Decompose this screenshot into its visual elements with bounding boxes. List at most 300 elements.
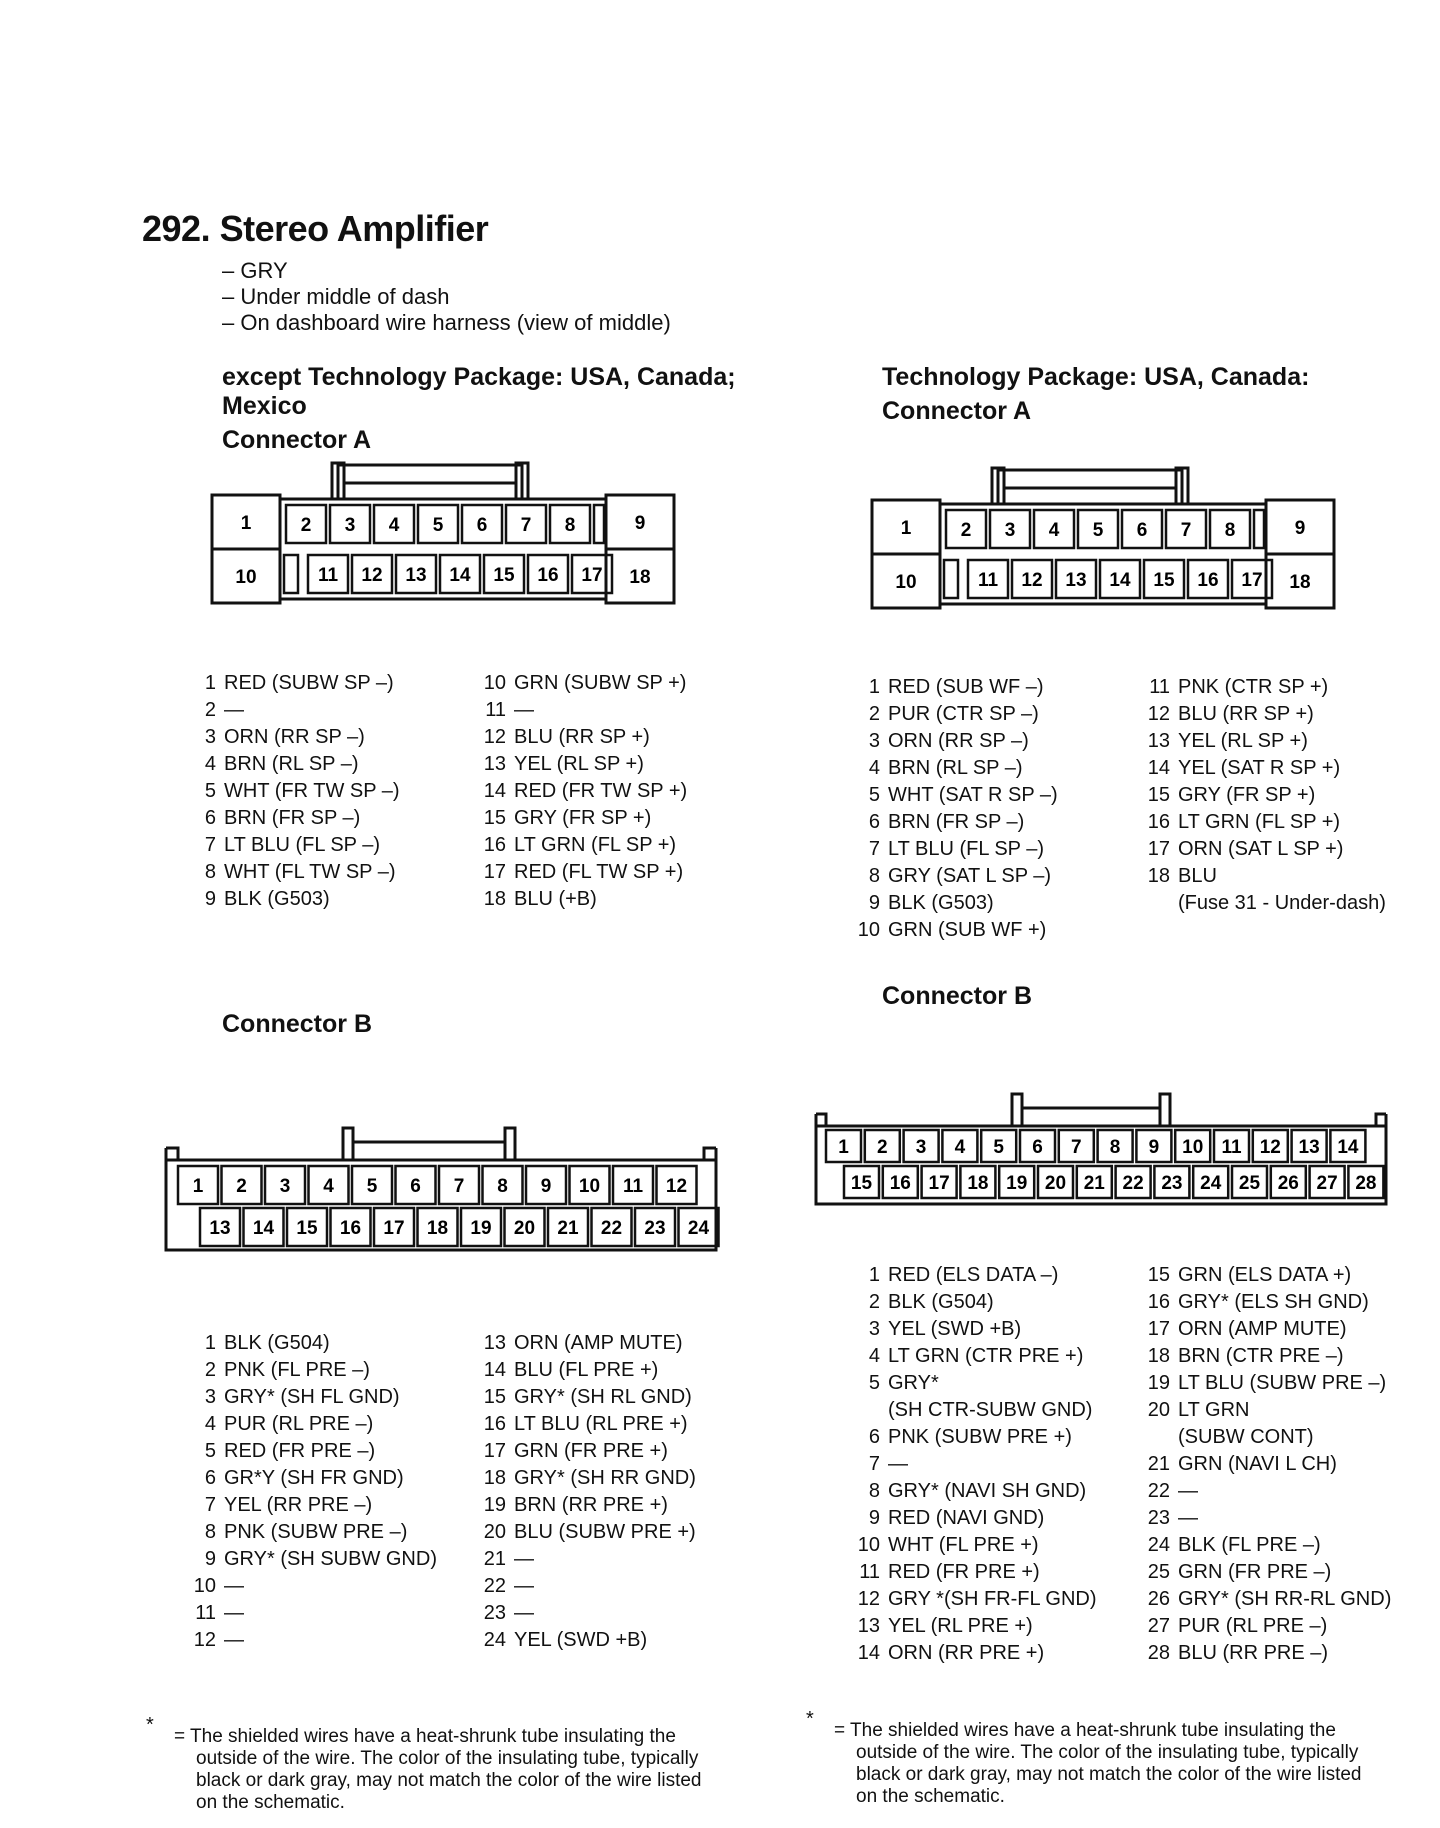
connector-pin-cell xyxy=(1020,1130,1055,1162)
connector-pin-cell xyxy=(331,1208,371,1246)
pin-row xyxy=(850,1316,1097,1343)
pin-row xyxy=(1140,755,1386,782)
connector-pin-number: 24 xyxy=(1200,1173,1222,1194)
pin-row xyxy=(476,1519,696,1546)
pin-row xyxy=(186,1600,437,1627)
pin-number: 15 xyxy=(483,807,506,829)
pin-wire: BLU (SUBW PRE +) xyxy=(514,1521,696,1543)
pin-row xyxy=(850,1343,1097,1370)
left-connector-b-label: Connector B xyxy=(222,1010,372,1038)
connector-pin-cell xyxy=(1232,1166,1267,1198)
pin-number: 1 xyxy=(204,1332,216,1354)
right-connector-a-pins-col1 xyxy=(850,674,1058,944)
connector-pin-cell xyxy=(1310,1166,1345,1198)
pin-number: 9 xyxy=(204,1548,216,1570)
pin-number: 16 xyxy=(1147,811,1170,833)
connector-pin-cell xyxy=(1154,1166,1189,1198)
connector-pin-cell xyxy=(1271,1166,1306,1198)
right-heading: Technology Package: USA, Canada: xyxy=(882,363,1310,391)
connector-pin-cell xyxy=(1330,1130,1365,1162)
pin-row xyxy=(186,670,400,697)
pin-number: 24 xyxy=(483,1629,506,1651)
connector-pin-cell xyxy=(1012,560,1052,598)
pin-wire: PUR (RL PRE –) xyxy=(1178,1615,1328,1637)
connector-pin-number: 27 xyxy=(1316,1173,1338,1194)
pin-number: 10 xyxy=(857,919,880,941)
pin-row xyxy=(186,751,400,778)
pin-wire: LT BLU (SUBW PRE –) xyxy=(1178,1372,1387,1394)
pin-row xyxy=(1140,701,1386,728)
pin-row xyxy=(1140,863,1386,890)
connector-pin-cell xyxy=(904,1130,939,1162)
connector-pin-number: 12 xyxy=(1021,570,1043,591)
pin-row xyxy=(850,728,1058,755)
pin-wire: WHT (SAT R SP –) xyxy=(888,784,1058,806)
pin-wire: YEL (RL SP +) xyxy=(1178,730,1308,752)
pin-wire: GRY* (SH SUBW GND) xyxy=(224,1548,437,1570)
pin-wire: GR*Y (SH FR GND) xyxy=(224,1467,404,1489)
connector-pin-number: 14 xyxy=(449,565,471,586)
connector-pin-cell xyxy=(309,1166,349,1204)
pin-wire: — xyxy=(224,699,244,721)
pin-wire: — xyxy=(1178,1480,1198,1502)
connector-pin-cell xyxy=(1348,1166,1383,1198)
connector-pin-cell xyxy=(1116,1166,1151,1198)
connector-pin-cell xyxy=(901,518,912,539)
pin-row xyxy=(850,1289,1097,1316)
pin-number: 5 xyxy=(868,784,880,806)
pin-wire: — xyxy=(224,1602,244,1624)
pin-wire: BLK (G503) xyxy=(224,888,330,910)
pin-row xyxy=(186,805,400,832)
connector-pin-cell xyxy=(1034,510,1074,548)
connector-pin-number: 3 xyxy=(344,515,356,536)
pin-row xyxy=(476,1384,696,1411)
pin-row xyxy=(186,778,400,805)
pin-wire: PNK (SUBW PRE +) xyxy=(888,1426,1072,1448)
connector-pin-number: 5 xyxy=(432,515,444,536)
connector-pin-number: 17 xyxy=(1241,570,1263,591)
pin-row xyxy=(186,1573,437,1600)
pin-row xyxy=(476,1627,696,1654)
pin-row xyxy=(850,1559,1097,1586)
pin-number: 18 xyxy=(483,888,506,910)
connector-pin-cell xyxy=(865,1130,900,1162)
pin-row xyxy=(1140,1532,1391,1559)
connector-pin-number: 5 xyxy=(1092,520,1104,541)
connector-pin-cell xyxy=(1078,510,1118,548)
connector-pin-cell xyxy=(999,1166,1034,1198)
pin-row xyxy=(1140,1478,1391,1505)
pin-wire: BLU (RR SP +) xyxy=(1178,703,1314,725)
pin-wire: LT GRN (FL SP +) xyxy=(1178,811,1341,833)
connector-pin-number: 14 xyxy=(1337,1137,1359,1158)
pin-row xyxy=(1140,1343,1391,1370)
pin-number: 3 xyxy=(868,730,880,752)
pin-wire: YEL (SWD +B) xyxy=(888,1318,1022,1340)
right-connector-b-pins-col2 xyxy=(1140,1262,1391,1667)
pin-row xyxy=(476,1411,696,1438)
pin-wire: PNK (SUBW PRE –) xyxy=(224,1521,408,1543)
connector-pin-cell xyxy=(1136,1130,1171,1162)
pin-row xyxy=(850,890,1058,917)
pin-number: 9 xyxy=(204,888,216,910)
connector-pin-number: 17 xyxy=(581,565,603,586)
connector-pin-number: 15 xyxy=(493,565,515,586)
pin-wire: ORN (SAT L SP +) xyxy=(1178,838,1344,860)
footnote-line: outside of the wire. The color of the insulating tube, typically xyxy=(856,1742,1359,1763)
left-connector-b-pins-col1 xyxy=(186,1330,437,1654)
connector-pin-number: 6 xyxy=(410,1176,421,1197)
pin-number: 17 xyxy=(1147,1318,1170,1340)
connector-pin-cell xyxy=(592,1208,632,1246)
footnote-line: outside of the wire. The color of the insulating tube, typically xyxy=(196,1748,699,1769)
connector-pin-cell xyxy=(505,1208,545,1246)
connector-pin-number: 20 xyxy=(1044,1173,1067,1194)
connector-pin-number: 13 xyxy=(1065,570,1087,591)
pin-number: 6 xyxy=(204,807,216,829)
pin-wire: GRY (FR SP +) xyxy=(514,807,652,829)
connector-pin-number: 26 xyxy=(1277,1173,1299,1194)
pin-number: 10 xyxy=(483,672,506,694)
pin-wire: GRN (SUBW SP +) xyxy=(514,672,687,694)
connector-pin-number: 14 xyxy=(252,1218,275,1239)
connector-pin-cell xyxy=(1253,1130,1288,1162)
pin-number: 2 xyxy=(868,703,880,725)
pin-number: 14 xyxy=(857,1642,880,1664)
pin-row xyxy=(1140,1397,1391,1424)
pin-number: 21 xyxy=(483,1548,506,1570)
connector-pin-number: 9 xyxy=(1294,518,1306,539)
pin-wire: GRN (NAVI L CH) xyxy=(1178,1453,1337,1475)
pin-wire: YEL (RR PRE –) xyxy=(224,1494,373,1516)
pin-row xyxy=(476,778,687,805)
pin-row xyxy=(186,1357,437,1384)
pin-row xyxy=(476,751,687,778)
pin-number: 21 xyxy=(1147,1453,1170,1475)
pin-wire: BLU (RR SP +) xyxy=(514,726,650,748)
pin-wire: PUR (CTR SP –) xyxy=(888,703,1039,725)
connector-pin-cell xyxy=(922,1166,957,1198)
pin-wire: LT GRN xyxy=(1178,1399,1250,1421)
connector-pin-number: 11 xyxy=(622,1176,644,1197)
pin-number: 19 xyxy=(1147,1372,1170,1394)
connector-pin-number: 15 xyxy=(850,1173,873,1194)
pin-wire: BRN (RL SP –) xyxy=(888,757,1023,779)
connector-pin-cell xyxy=(526,1166,566,1204)
pin-number: 8 xyxy=(204,1521,216,1543)
connector-pin-cell xyxy=(374,1208,414,1246)
pin-number: 22 xyxy=(483,1575,506,1597)
connector-pin-number: 10 xyxy=(578,1176,601,1197)
pin-number: 1 xyxy=(204,672,216,694)
pin-wire: — xyxy=(514,1602,534,1624)
connector-pin-number: 9 xyxy=(1148,1137,1160,1158)
pin-number: 6 xyxy=(868,811,880,833)
pin-wire: BRN (FR SP –) xyxy=(888,811,1025,833)
pin-row xyxy=(850,674,1058,701)
connector-pin-number: 11 xyxy=(977,570,999,591)
pin-row xyxy=(850,1586,1097,1613)
pin-number: 16 xyxy=(483,834,506,856)
pin-row xyxy=(850,917,1058,944)
connector-pin-cell xyxy=(946,510,986,548)
right-connector-b-pins-col1 xyxy=(850,1262,1097,1667)
pin-number: 4 xyxy=(204,753,216,775)
connector-pin-cell xyxy=(550,505,590,543)
pin-wire: GRN (SUB WF +) xyxy=(888,919,1047,941)
connector-pin-cell xyxy=(483,1166,523,1204)
pin-row xyxy=(476,1600,696,1627)
connector-pin-number: 2 xyxy=(877,1137,888,1158)
pin-wire: ORN (RR SP –) xyxy=(888,730,1029,752)
connector-pin-cell xyxy=(1098,1130,1133,1162)
right-connector-a-label: Connector A xyxy=(882,397,1032,425)
pin-wire: GRY* (SH RR GND) xyxy=(514,1467,696,1489)
connector-pin-number: 1 xyxy=(192,1176,204,1197)
pin-wire: RED (SUB WF –) xyxy=(888,676,1044,698)
pin-wire: GRY *(SH FR-FL GND) xyxy=(888,1588,1097,1610)
pin-row xyxy=(186,1330,437,1357)
pin-number: 26 xyxy=(1147,1588,1170,1610)
connector-pin-cell xyxy=(200,1208,240,1246)
pin-number: 22 xyxy=(1147,1480,1170,1502)
pin-number: 2 xyxy=(204,699,216,721)
pin-wire: GRY (FR SP +) xyxy=(1178,784,1316,806)
connector-pin-number: 10 xyxy=(235,567,257,588)
right-footnote xyxy=(806,1708,1426,1812)
pin-row xyxy=(186,1492,437,1519)
connector-pin-number: 23 xyxy=(1161,1173,1183,1194)
connector-pin-number: 7 xyxy=(1071,1137,1082,1158)
connector-pin-cell xyxy=(374,505,414,543)
pin-row xyxy=(476,1546,696,1573)
connector-pin-cell xyxy=(657,1166,697,1204)
pin-wire: RED (ELS DATA –) xyxy=(888,1264,1059,1286)
pin-number: 14 xyxy=(483,1359,506,1381)
pin-number: 18 xyxy=(1147,865,1170,887)
pin-wire: GRY* (ELS SH GND) xyxy=(1178,1291,1369,1313)
connector-pin-cell xyxy=(990,510,1030,548)
right-connector-b-diagram xyxy=(808,1088,1398,1218)
left-heading: except Technology Package: USA, Canada; xyxy=(222,363,736,391)
pin-number: 15 xyxy=(1147,1264,1170,1286)
connector-pin-number: 7 xyxy=(453,1176,465,1197)
left-heading-2: Mexico xyxy=(222,392,307,420)
pin-number: 15 xyxy=(483,1386,506,1408)
connector-pin-cell xyxy=(418,1208,458,1246)
right-connector-b-label: Connector B xyxy=(882,982,1032,1010)
connector-pin-number: 20 xyxy=(513,1218,536,1239)
pin-row xyxy=(476,805,687,832)
connector-pin-number: 2 xyxy=(960,520,972,541)
pin-number: 5 xyxy=(868,1372,880,1394)
connector-pin-number: 12 xyxy=(361,565,383,586)
connector-pin-number: 3 xyxy=(915,1137,927,1158)
pin-row xyxy=(850,1478,1097,1505)
pin-number: 11 xyxy=(485,699,506,721)
pin-row xyxy=(476,1438,696,1465)
pin-number: 11 xyxy=(195,1602,216,1624)
left-footnote xyxy=(146,1714,746,1818)
info-harness: – On dashboard wire harness (view of middle) xyxy=(222,310,671,335)
connector-pin-cell xyxy=(330,505,370,543)
connector-pin-cell xyxy=(440,555,480,593)
connector-pin-cell xyxy=(1144,560,1184,598)
pin-row xyxy=(476,1492,696,1519)
pin-wire: GRY* (NAVI SH GND) xyxy=(888,1480,1087,1502)
pin-row xyxy=(186,724,400,751)
connector-pin-cell xyxy=(178,1166,218,1204)
pin-number: 2 xyxy=(204,1359,216,1381)
pin-wire: WHT (FL PRE +) xyxy=(888,1534,1039,1556)
pin-number: 14 xyxy=(483,780,506,802)
pin-number: 20 xyxy=(483,1521,506,1543)
pin-wire: WHT (FR TW SP –) xyxy=(224,780,400,802)
connector-pin-cell xyxy=(462,505,502,543)
info-color: – GRY xyxy=(222,258,288,283)
pin-wire: BRN (FR SP –) xyxy=(224,807,361,829)
pin-wire-note: (Fuse 31 - Under-dash) xyxy=(1178,892,1386,914)
pin-row xyxy=(1140,1316,1391,1343)
pin-wire: RED (FR PRE –) xyxy=(224,1440,376,1462)
pin-number: 3 xyxy=(868,1318,880,1340)
pin-number: 9 xyxy=(868,1507,880,1529)
connector-pin-number: 7 xyxy=(1180,520,1192,541)
connector-pin-cell xyxy=(1077,1166,1112,1198)
pin-number: 17 xyxy=(1147,838,1170,860)
pin-row xyxy=(476,1465,696,1492)
pin-row xyxy=(186,1519,437,1546)
pin-row xyxy=(850,755,1058,782)
pin-wire: GRY* xyxy=(888,1372,939,1394)
connector-pin-number: 2 xyxy=(236,1176,247,1197)
connector-pin-number: 18 xyxy=(1289,572,1311,593)
connector-pin-cell xyxy=(1188,560,1228,598)
connector-pin-number: 6 xyxy=(1032,1137,1043,1158)
connector-pin-number: 17 xyxy=(383,1218,405,1239)
pin-wire: ORN (AMP MUTE) xyxy=(1178,1318,1347,1340)
connector-pin-cell xyxy=(942,1130,977,1162)
pin-wire: BRN (RR PRE +) xyxy=(514,1494,668,1516)
connector-pin-number: 6 xyxy=(1136,520,1148,541)
pin-row xyxy=(186,859,400,886)
pin-row xyxy=(476,1330,696,1357)
pin-number: 8 xyxy=(868,1480,880,1502)
pin-row xyxy=(1140,1586,1391,1613)
connector-pin-number: 8 xyxy=(497,1176,508,1197)
pin-number: 1 xyxy=(868,1264,880,1286)
connector-pin-number: 1 xyxy=(240,513,252,534)
connector-pin-cell xyxy=(1100,560,1140,598)
left-connector-a-pins-col1 xyxy=(186,670,400,913)
pin-wire: BRN (CTR PRE –) xyxy=(1178,1345,1344,1367)
pin-wire: GRY* (SH RL GND) xyxy=(514,1386,692,1408)
footnote-line: = The shielded wires have a heat-shrunk tube insulating the xyxy=(834,1720,1336,1741)
pin-row xyxy=(476,1357,696,1384)
pin-wire: ORN (RR SP –) xyxy=(224,726,365,748)
connector-pin-cell xyxy=(222,1166,262,1204)
pin-wire: BLU (+B) xyxy=(514,888,597,910)
pin-number: 8 xyxy=(204,861,216,883)
connector-pin-cell xyxy=(895,572,916,593)
connector-pin-number: 19 xyxy=(470,1218,492,1239)
pin-wire: — xyxy=(514,1548,534,1570)
pin-number: 3 xyxy=(204,726,216,748)
connector-pin-cell xyxy=(1038,1166,1073,1198)
connector-pin-number: 10 xyxy=(1182,1137,1204,1158)
pin-row xyxy=(850,1451,1097,1478)
pin-row xyxy=(1140,1613,1391,1640)
connector-pin-cell xyxy=(548,1208,588,1246)
connector-pin-number: 13 xyxy=(209,1218,231,1239)
pin-wire: RED (FR TW SP +) xyxy=(514,780,688,802)
pin-row xyxy=(850,701,1058,728)
connector-pin-cell xyxy=(635,513,646,534)
pin-number: 10 xyxy=(193,1575,216,1597)
pin-wire: PNK (CTR SP +) xyxy=(1178,676,1329,698)
pin-row xyxy=(476,886,687,913)
footnote-star: * xyxy=(146,1714,154,1736)
page-title: 292. Stereo Amplifier xyxy=(142,208,489,249)
connector-pin-cell xyxy=(1289,572,1310,593)
connector-pin-number: 24 xyxy=(687,1218,710,1239)
connector-pin-cell xyxy=(960,1166,995,1198)
pin-row xyxy=(186,1411,437,1438)
pin-number: 20 xyxy=(1147,1399,1170,1421)
pin-number: 9 xyxy=(868,892,880,914)
pin-number: 4 xyxy=(868,1345,880,1367)
connector-pin-cell xyxy=(396,555,436,593)
pin-wire: GRY (SAT L SP –) xyxy=(888,865,1052,887)
pin-wire: BLU xyxy=(1178,865,1217,887)
connector-pin-number: 1 xyxy=(838,1137,849,1158)
connector-pin-number: 9 xyxy=(540,1176,552,1197)
connector-pin-number: 12 xyxy=(665,1176,688,1197)
pin-number: 17 xyxy=(483,1440,506,1462)
connector-pin-cell xyxy=(1210,510,1250,548)
pin-row xyxy=(850,1613,1097,1640)
pin-wire-note: (SH CTR-SUBW GND) xyxy=(888,1399,1093,1421)
pin-wire: — xyxy=(224,1575,244,1597)
pin-wire: YEL (RL SP +) xyxy=(514,753,644,775)
pin-wire: BLK (G503) xyxy=(888,892,994,914)
pin-number: 7 xyxy=(204,1494,216,1516)
pin-number: 23 xyxy=(1147,1507,1170,1529)
pin-number: 24 xyxy=(1147,1534,1170,1556)
pin-wire: YEL (SAT R SP +) xyxy=(1178,757,1341,779)
connector-pin-cell xyxy=(679,1208,719,1246)
pin-wire: — xyxy=(224,1629,244,1651)
left-connector-a-pins-col2 xyxy=(476,670,687,913)
footnote-line: black or dark gray, may not match the color of the wire listed xyxy=(856,1764,1362,1785)
pin-wire: GRY* (SH FL GND) xyxy=(224,1386,400,1408)
info-location: – Under middle of dash xyxy=(222,284,450,309)
pin-row xyxy=(1140,836,1386,863)
connector-pin-number: 12 xyxy=(1259,1137,1281,1158)
pin-row xyxy=(1140,1640,1391,1667)
connector-pin-number: 23 xyxy=(644,1218,666,1239)
pin-number: 12 xyxy=(193,1629,216,1651)
pin-row xyxy=(1140,782,1386,809)
connector-pin-cell xyxy=(308,555,348,593)
connector-pin-number: 11 xyxy=(1221,1137,1242,1158)
pin-wire: — xyxy=(514,1575,534,1597)
connector-key-slot xyxy=(594,505,604,543)
connector-pin-cell xyxy=(396,1166,436,1204)
pin-wire: PNK (FL PRE –) xyxy=(224,1359,370,1381)
connector-pin-cell xyxy=(635,1208,675,1246)
